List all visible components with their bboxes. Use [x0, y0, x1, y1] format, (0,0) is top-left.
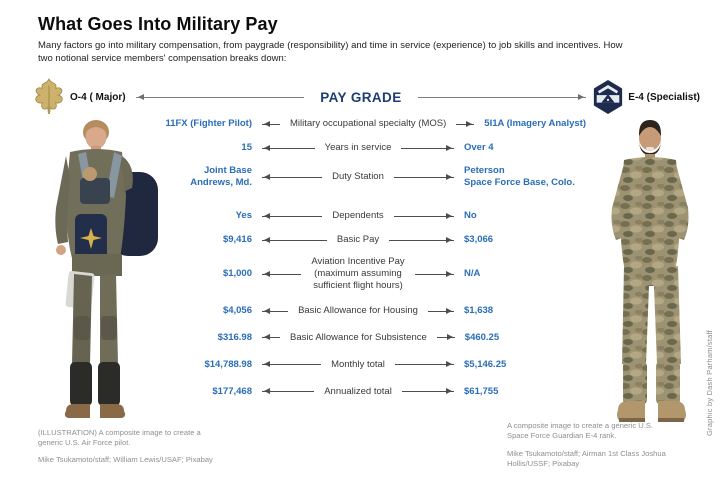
- arrow-left-icon: [262, 364, 321, 365]
- arrow-right-icon: [428, 311, 454, 312]
- paygrade-title: PAY GRADE: [320, 89, 402, 105]
- row-dependents: [148, 204, 584, 228]
- left-value: 15: [241, 142, 252, 154]
- right-value: N/A: [464, 268, 481, 280]
- right-value: Peterson Space Force Base, Colo.: [464, 165, 575, 188]
- row-years-in-service: [148, 136, 584, 160]
- row-label: Aviation Incentive Pay (maximum assuming sufficient flight hours): [311, 256, 405, 291]
- paygrade-header: [0, 78, 720, 116]
- arrow-right-icon: [415, 274, 454, 275]
- row-label: Basic Allowance for Subsistence: [290, 331, 427, 343]
- left-value: $4,056: [222, 305, 252, 317]
- arrow-left-icon: [262, 216, 322, 217]
- right-value: Over 4: [464, 142, 494, 154]
- paygrade-right-label: E-4 (Specialist): [628, 91, 700, 103]
- row-duty-station: [148, 160, 584, 194]
- left-photo-credit: Mike Tsukamoto/staff; William Lewis/USAF; Pixabay: [38, 455, 213, 464]
- right-value: 5I1A (Imagery Analyst): [484, 118, 587, 130]
- page-subtitle: Many factors go into military compensation, from paygrade (responsibility) and time in service (experience) to job skills and incentives. How two notional service members' compensation breaks down:: [38, 40, 623, 64]
- row-label: Monthly total: [331, 358, 385, 370]
- arrow-left-icon: [262, 337, 280, 338]
- row-label: Dependents: [332, 210, 384, 222]
- right-photo-credit: Mike Tsukamoto/staff; Airman 1st Class Joshua Hollis/USSF; Pixabay: [507, 449, 666, 469]
- arrow-right-icon: [401, 148, 454, 149]
- arrow-right-icon: [394, 177, 454, 178]
- left-value: $316.98: [217, 331, 252, 343]
- row-aviation-incentive-pay: [148, 252, 584, 296]
- right-value: $3,066: [464, 234, 494, 246]
- page-title: What Goes Into Military Pay: [38, 14, 278, 34]
- arrow-right-icon: [389, 240, 454, 241]
- space-force-specialist-hexagon-icon: [592, 79, 624, 115]
- row-basic-allowance-subsistence: [148, 324, 584, 351]
- left-value: $1,000: [222, 268, 252, 280]
- left-value: $177,468: [212, 385, 252, 397]
- row-mos: [148, 112, 587, 136]
- arrow-to-right-rank: [418, 97, 587, 98]
- left-photo-caption: (ILLUSTRATION) A composite image to create a generic U.S. Air Force pilot.: [38, 428, 201, 448]
- right-value: $1,638: [464, 305, 494, 317]
- gold-oak-leaf-icon: [32, 78, 66, 116]
- comparison-rows: [148, 112, 587, 405]
- row-basic-allowance-housing: [148, 298, 584, 324]
- arrow-left-icon: [262, 177, 322, 178]
- right-value: $460.25: [464, 331, 500, 343]
- left-value: Joint Base Andrews, Md.: [190, 165, 252, 188]
- graphic-credit-vertical: Graphic by Dash Parham/staff: [705, 330, 714, 436]
- row-monthly-total: [148, 351, 584, 378]
- arrow-right-icon: [456, 124, 474, 125]
- arrow-left-icon: [262, 148, 315, 149]
- arrow-left-icon: [262, 274, 301, 275]
- left-value: Yes: [235, 210, 252, 222]
- right-value: $5,146.25: [464, 358, 507, 370]
- arrow-right-icon: [394, 216, 454, 217]
- row-label: Years in service: [324, 142, 392, 154]
- left-value: 11FX (Fighter Pilot): [165, 118, 252, 130]
- arrow-left-icon: [262, 391, 314, 392]
- row-label: Annualized total: [324, 385, 392, 397]
- row-label: Military occupational specialty (MOS): [290, 118, 447, 130]
- arrow-left-icon: [262, 240, 327, 241]
- left-value: $14,788.98: [204, 358, 252, 370]
- right-value: $61,755: [464, 385, 499, 397]
- row-label: Basic Allowance for Housing: [298, 305, 418, 317]
- arrow-left-icon: [262, 124, 280, 125]
- arrow-right-icon: [437, 337, 455, 338]
- arrow-right-icon: [395, 364, 454, 365]
- paygrade-left-label: O-4 ( Major): [70, 91, 126, 103]
- arrow-left-icon: [262, 311, 288, 312]
- row-label: Duty Station: [332, 171, 384, 183]
- right-value: No: [464, 210, 477, 222]
- row-annualized-total: [148, 378, 584, 405]
- right-photo-caption: A composite image to create a generic U.S. Space Force Guardian E-4 rank.: [507, 421, 654, 441]
- guardian-photo-illustration: [598, 112, 706, 432]
- arrow-to-left-rank: [136, 97, 305, 98]
- left-value: $9,416: [222, 234, 252, 246]
- row-basic-pay: [148, 228, 584, 252]
- arrow-right-icon: [402, 391, 454, 392]
- row-label: Basic Pay: [336, 234, 380, 246]
